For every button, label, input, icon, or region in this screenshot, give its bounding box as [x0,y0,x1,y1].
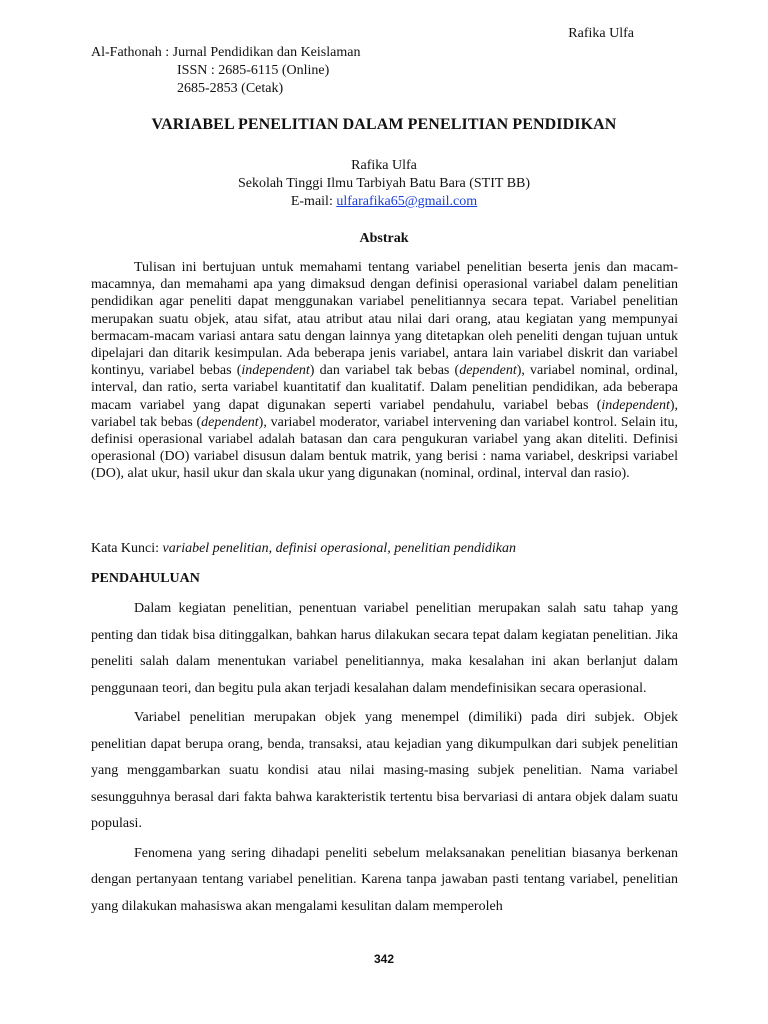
abstract-body [91,259,678,483]
journal-info [91,44,360,98]
keywords-label: Kata Kunci: [91,541,163,556]
author-block [0,157,768,211]
abstract-heading: Abstrak [359,231,409,246]
keywords-value: variabel penelitian, definisi operasional, penelitian pendidikan [162,541,516,556]
email-link[interactable]: ulfarafika65@gmail.com [336,194,478,209]
issn-online: ISSN : 2685-6115 (Online) [177,63,330,78]
keywords [91,541,516,557]
running-header-author: Rafika Ulfa [568,26,634,41]
section-heading: PENDAHULUAN [91,571,200,586]
abstract-term-independent-2: independent [601,397,670,413]
abstract-term-independent: independent [241,363,310,379]
author-email-line [0,193,768,211]
author-name: Rafika Ulfa [351,158,417,173]
paper-title: VARIABEL PENELITIAN DALAM PENELITIAN PENDIDIKAN [151,116,617,133]
abstract-text-4: ), variabel tak bebas ( [91,397,678,430]
abstract-text-1: Tulisan ini bertujuan untuk memahami tentang variabel penelitian beserta jenis dan macam-macamnya, dan memahami apa yang dimaksud dengan definisi operasional variabel dalam penelitian pendidikan agar peneliti dapat menggunakan variabel penelitiannya secara tepat. Variabel penelitian merupakan suatu objek, atau sifat, atau atribut atau nilai dari orang, atau kegiatan yang mempunyai bermacam-macam variasi antara satu dengan lainnya yang ditetapkan oleh peneliti dengan tujuan untuk dipelajari dan ditarik kesimpulan. Ada beberapa jenis variabel, antara lain variabel diskrit dan variabel kontinyu, variabel bebas ( [91,260,678,379]
author-affiliation: Sekolah Tinggi Ilmu Tarbiyah Batu Bara (STIT BB) [237,176,531,191]
body-paragraph: Variabel penelitian merupakan objek yang menempel (dimiliki) pada diri subjek. Objek penelitian dapat berupa orang, benda, transaksi, atau kejadian yang dikumpulkan dari subjek penelitian yang menggambarkan suatu kondisi atau nilai masing-masing subjek penelitian. Nama variabel sesungguhnya berasal dari fakta bahwa karakteristik tertentu bisa bervariasi di antara objek dalam suatu populasi. [91,710,678,831]
body-paragraph: Fenomena yang sering dihadapi peneliti sebelum melaksanakan penelitian biasanya berkenan dengan pertanyaan tentang variabel penelitian. Karena tanpa jawaban pasti tentang variabel, penelitian yang dilakukan mahasiswa akan mengalami kesulitan dalam memperoleh [91,845,678,914]
journal-name: Al-Fathonah : Jurnal Pendidikan dan Keislaman [91,45,361,60]
abstract-text-3: ), variabel nominal, ordinal, interval, dan ratio, serta variabel kuantitatif dan kualitatif. Dalam penelitian pendidikan, ada beberapa macam variabel yang dapat digunakan seperti variabel pendahulu, variabel bebas ( [91,363,678,413]
page-number: 342 [373,952,395,966]
abstract-term-dependent: dependent [459,363,517,379]
email-label: E-mail: [290,194,337,209]
issn-print: 2685-2853 (Cetak) [177,81,284,96]
section-body [91,596,678,923]
abstract-text-2: ) dan variabel tak bebas ( [309,363,460,379]
abstract-term-dependent-2: dependent [201,414,259,430]
abstract-text-5: ), variabel moderator, variabel intervening dan variabel kontrol. Selain itu, definisi operasional variabel adalah batasan dan cara pengukuran variabel yang akan diteliti. Definisi operasional (DO) variabel disusun dalam bentuk matrik, yang berisi : nama variabel, deskripsi variabel (DO), alat ukur, hasil ukur dan skala ukur yang digunakan (nominal, ordinal, interval dan rasio). [91,414,678,482]
body-paragraph: Dalam kegiatan penelitian, penentuan variabel penelitian merupakan salah satu tahap yang penting dan tidak bisa ditinggalkan, bahkan harus dilakukan secara tepat dalam kegiatan penelitian. Jika peneliti salah dalam menentukan variabel penelitiannya, maka kesalahan ini akan berlanjut dalam penggunaan teori, dan begitu pula akan terjadi kesalahan dalam mendefinisikan secara operasional. [91,601,678,696]
